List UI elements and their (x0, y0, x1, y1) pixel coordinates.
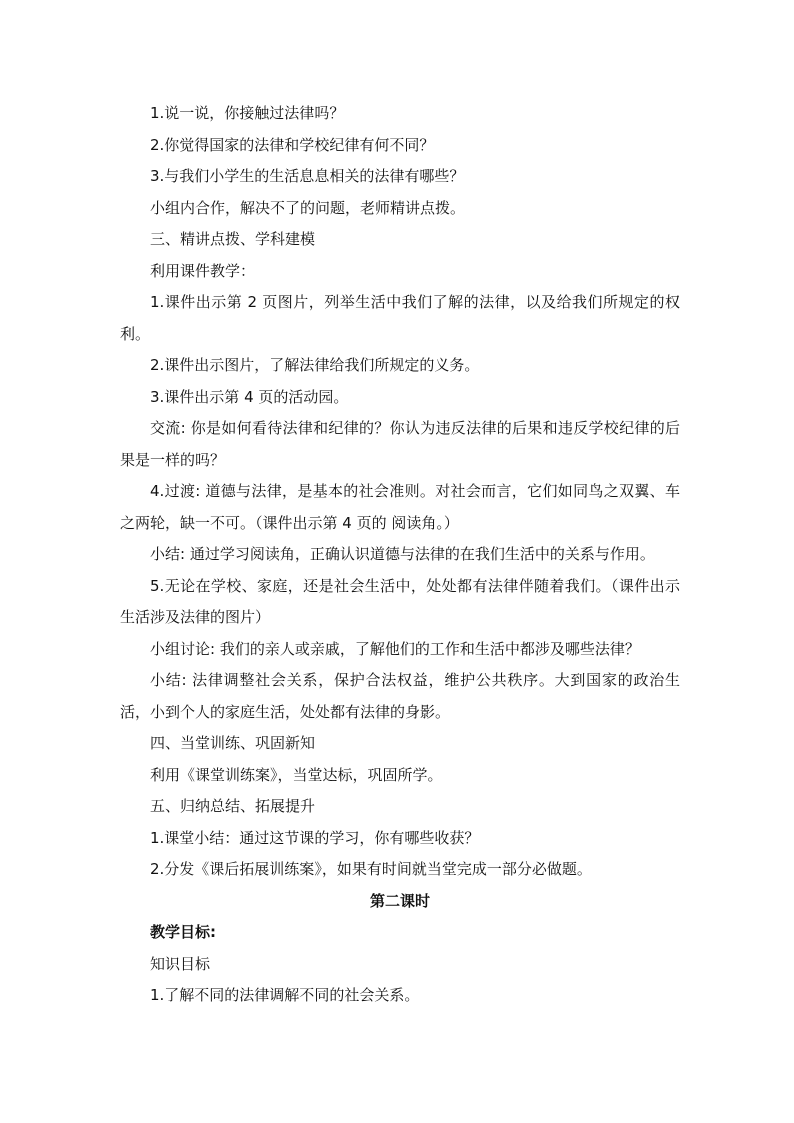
section-heading: 三、精讲点拨、学科建模 (150, 230, 316, 248)
paragraph: 2.课件出示图片，了解法律给我们所规定的义务。 (150, 356, 480, 374)
paragraph: 1.说一说，你接触过法律吗？ (150, 104, 345, 122)
paragraph: 5.无论在学校、家庭，还是社会生活中，处处都有法律伴随着我们。（课件出示生活涉及法律的图片） (120, 576, 680, 626)
paragraph: 1.课件出示第 2 页图片，列举生活中我们了解的法律，以及给我们所规定的权利。 (120, 293, 680, 343)
section-heading: 五、归纳总结、拓展提升 (150, 797, 316, 815)
paragraph: 小组内合作，解决不了的问题，老师精讲点拨。 (150, 198, 466, 217)
paragraph: 1.了解不同的法律调解不同的社会关系。 (150, 986, 420, 1004)
paragraph: 小组讨论: 我们的亲人或亲戚，了解他们的工作和生活中都涉及哪些法律？ (150, 639, 640, 658)
paragraph: 3.与我们小学生的生活息息相关的法律有哪些？ (150, 167, 465, 185)
paragraph: 利用《课堂训练案》，当堂达标，巩固所学。 (150, 765, 443, 784)
document-body (120, 98, 680, 1012)
paragraph: 交流: 你是如何看待法律和纪律的？你认为违反法律的后果和违反学校纪律的后果是一样的吗？ (120, 419, 680, 469)
objectives-heading: 教学目标: (150, 923, 216, 941)
lesson-title: 第二课时 (369, 891, 430, 910)
paragraph: 2.分发《课后拓展训练案》，如果有时间就当堂完成一部分必做题。 (150, 860, 592, 878)
paragraph: 知识目标 (150, 954, 211, 973)
paragraph: 3.课件出示第 4 页的活动园。 (150, 387, 349, 406)
paragraph: 利用课件教学： (150, 261, 256, 280)
paragraph: 小结: 法律调整社会关系，保护合法权益，维护公共秩序。大到国家的政治生活，小到个人的家庭生活，处处都有法律的身影。 (120, 671, 680, 721)
paragraph: 1.课堂小结：通过这节课的学习，你有哪些收获？ (150, 828, 480, 847)
paragraph: 2.你觉得国家的法律和学校纪律有何不同？ (150, 135, 435, 154)
paragraph: 小结: 通过学习阅读角，正确认识道德与法律的在我们生活中的关系与作用。 (150, 545, 655, 563)
section-heading: 四、当堂训练、巩固新知 (150, 734, 316, 752)
paragraph: 4.过渡: 道德与法律，是基本的社会准则。对社会而言，它们如同鸟之双翼、车之两轮，缺一不可。（课件出示第 4 页的 阅读角。） (120, 482, 680, 532)
